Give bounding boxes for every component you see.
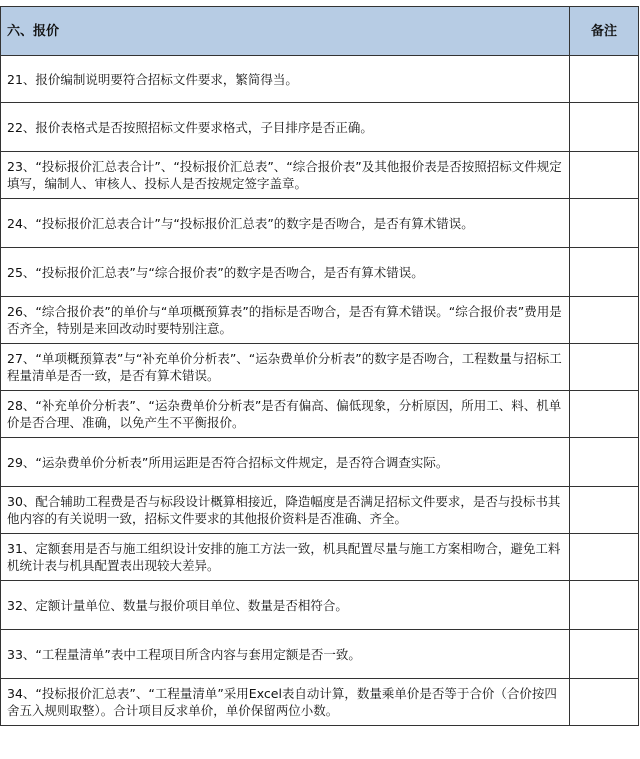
note-column-header: 备注 <box>570 7 639 56</box>
table-row <box>1 103 639 152</box>
table-row <box>1 534 639 581</box>
table-row <box>1 297 639 344</box>
checklist-table <box>0 6 639 726</box>
table-row <box>1 248 639 297</box>
item-text: 31、定额套用是否与施工组织设计安排的施工方法一致，机具配置尽量与施工方案相吻合，避免工料机统计表与机具配置表出现较大差异。 <box>1 534 570 581</box>
item-text: 34、“投标报价汇总表”、“工程量清单”采用Excel表自动计算，数量乘单价是否等于合价（合价按四舍五入规则取整）。合计项目反求单价，单价保留两位小数。 <box>1 679 570 726</box>
note-cell <box>570 679 639 726</box>
note-cell <box>570 630 639 679</box>
note-cell <box>570 56 639 103</box>
item-text: 24、“投标报价汇总表合计”与“投标报价汇总表”的数字是否吻合，是否有算术错误。 <box>1 199 570 248</box>
item-text: 25、“投标报价汇总表”与“综合报价表”的数字是否吻合，是否有算术错误。 <box>1 248 570 297</box>
item-text: 33、“工程量清单”表中工程项目所含内容与套用定额是否一致。 <box>1 630 570 679</box>
table-row <box>1 152 639 199</box>
table-row <box>1 344 639 391</box>
note-cell <box>570 344 639 391</box>
item-text: 28、“补充单价分析表”、“运杂费单价分析表”是否有偏高、偏低现象，分析原因，所用工、料、机单价是否合理、准确，以免产生不平衡报价。 <box>1 391 570 438</box>
note-cell <box>570 391 639 438</box>
note-cell <box>570 199 639 248</box>
table-row <box>1 487 639 534</box>
table-row <box>1 56 639 103</box>
item-text: 30、配合辅助工程费是否与标段设计概算相接近，降造幅度是否满足招标文件要求，是否与投标书其他内容的有关说明一致，招标文件要求的其他报价资料是否准确、齐全。 <box>1 487 570 534</box>
note-cell <box>570 297 639 344</box>
note-cell <box>570 248 639 297</box>
item-text: 21、报价编制说明要符合招标文件要求，繁简得当。 <box>1 56 570 103</box>
table-row <box>1 581 639 630</box>
note-cell <box>570 103 639 152</box>
table-row <box>1 438 639 487</box>
item-text: 29、“运杂费单价分析表”所用运距是否符合招标文件规定，是否符合调查实际。 <box>1 438 570 487</box>
table-row <box>1 391 639 438</box>
item-text: 32、定额计量单位、数量与报价项目单位、数量是否相符合。 <box>1 581 570 630</box>
item-text: 26、“综合报价表”的单价与“单项概预算表”的指标是否吻合，是否有算术错误。“综合报价表”费用是否齐全，特别是来回改动时要特别注意。 <box>1 297 570 344</box>
note-cell <box>570 534 639 581</box>
table-row <box>1 679 639 726</box>
note-cell <box>570 438 639 487</box>
table-row <box>1 199 639 248</box>
item-text: 23、“投标报价汇总表合计”、“投标报价汇总表”、“综合报价表”及其他报价表是否按照招标文件规定填写，编制人、审核人、投标人是否按规定签字盖章。 <box>1 152 570 199</box>
table-row <box>1 630 639 679</box>
note-cell <box>570 152 639 199</box>
item-text: 22、报价表格式是否按照招标文件要求格式，子目排序是否正确。 <box>1 103 570 152</box>
note-cell <box>570 487 639 534</box>
table-header-row <box>1 7 639 56</box>
item-text: 27、“单项概预算表”与“补充单价分析表”、“运杂费单价分析表”的数字是否吻合，工程数量与招标工程量清单是否一致，是否有算术错误。 <box>1 344 570 391</box>
section-title: 六、报价 <box>1 7 570 56</box>
note-cell <box>570 581 639 630</box>
